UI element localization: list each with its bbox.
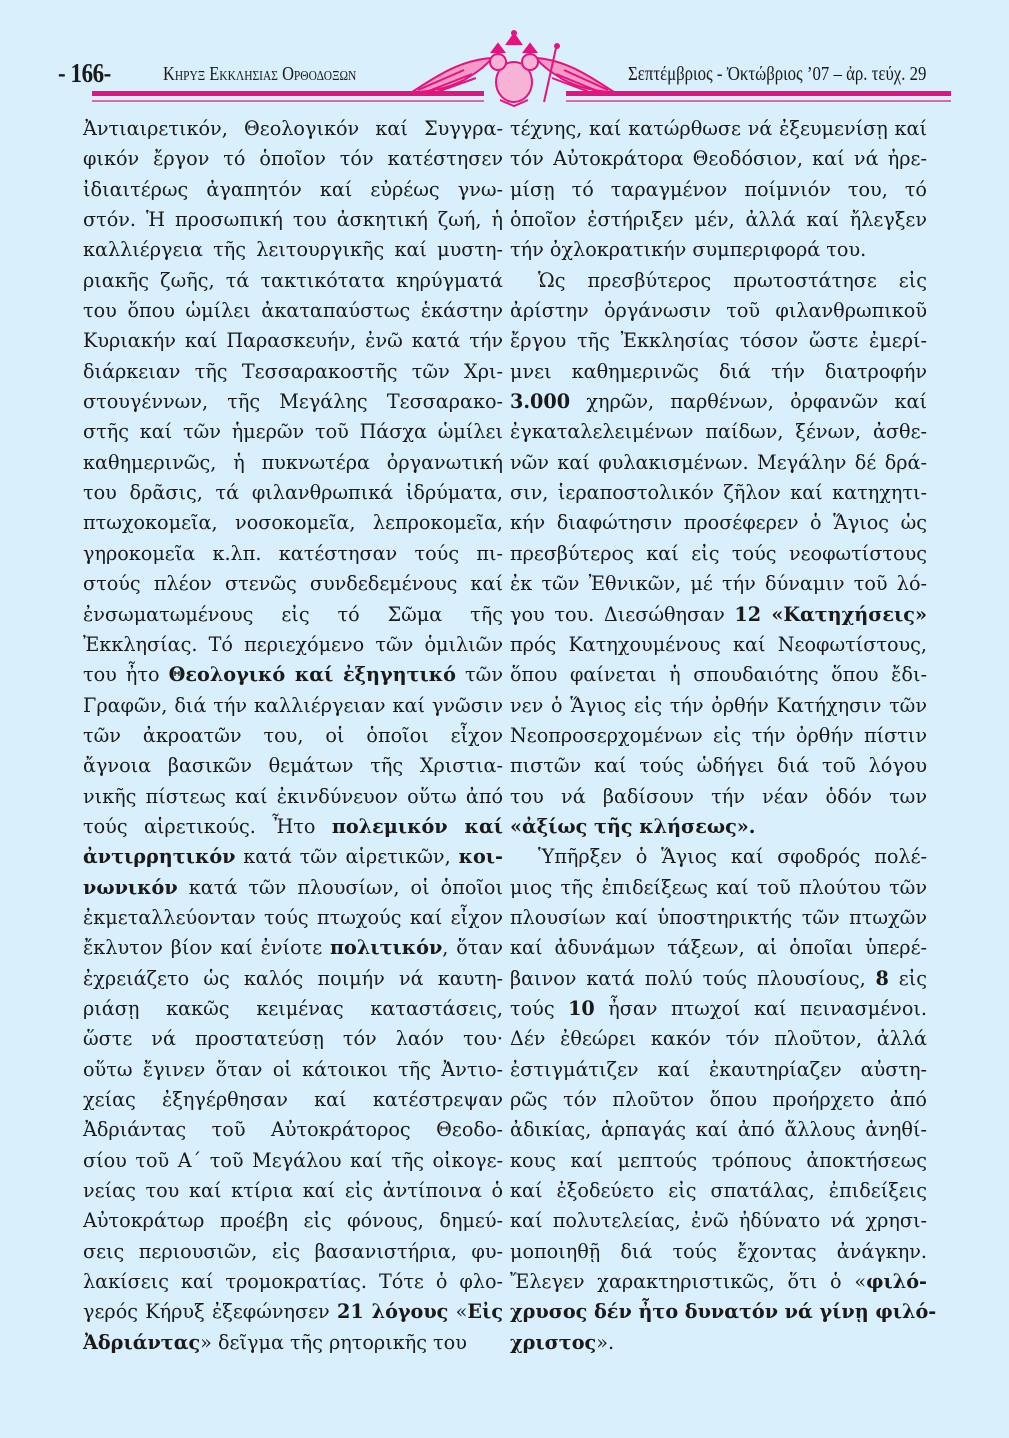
text-line: ὁποῖον ἐστήριξεν μέν, ἀλλά καί ἤλεγξεν (510, 208, 927, 232)
emphasis-text: 12 «Κατηχήσεις» (734, 602, 927, 626)
header-rule-right-thin (566, 100, 951, 102)
text-line: ἐγκαταλελειμένων παίδων, ξένων, ἀσθε- (510, 420, 927, 444)
text-line (510, 1297, 937, 1327)
text-line: πιστῶν καί τούς ὡδήγει διά τοῦ λόγου (510, 754, 927, 778)
text-line: ὥστε νά προστατεύσῃ τόν λαόν του· (83, 1027, 503, 1051)
text-line: ἀδικίας, ἁρπαγάς καί ἀπό ἄλλους ἀνηθί- (510, 1118, 927, 1142)
text-line: καθημερινῶς, ἡ πυκνωτέρα ὀργανωτική (83, 450, 503, 474)
text-line: ἐχρειάζετο ὡς καλός ποιμήν νά καυτη- (83, 966, 503, 990)
emphasis-text: νωνικόν (83, 875, 178, 899)
text-line: καλλιέργεια τῆς λειτουργικῆς καί μυστη- (83, 238, 503, 262)
text-line: πλουσίων καί ὑποστηρικτής τῶν πτωχῶν (510, 905, 927, 929)
text-line: Γραφῶν, διά τήν καλλιέργειαν καί γνῶσιν (83, 693, 503, 717)
text-line: στούς πλέον στενῶς συνδεδεμένους καί (83, 572, 503, 596)
emphasis-text: 3.000 (510, 390, 571, 414)
text-line: Ὑπῆρξεν ὁ Ἅγιος καί σφοδρός πολέ- (538, 845, 927, 869)
page-number: - 166- (58, 58, 111, 88)
text-line: Ὡς πρεσβύτερος πρωτοστάτησε εἰς (538, 268, 927, 292)
emphasis-text: ἀντιρρητικόν (83, 845, 236, 869)
text-line: Αὐτοκράτωρ προέβη εἰς φόνους, δημεύ- (83, 1209, 503, 1233)
text-line: πρός Κατηχουμένους καί Νεοφωτίστους, (510, 632, 927, 656)
text-line (510, 812, 927, 842)
text-line: τούς 10 ἦσαν πτωχοί καί πεινασμένοι. (510, 996, 927, 1020)
journal-title: Κηρυξ Εκκλησιας Ορθοδοξων (163, 63, 357, 85)
text-line: σίου τοῦ Α΄ τοῦ Μεγάλου καί τῆς οἰκογε- (83, 1148, 503, 1172)
emphasis-text: χριστος (510, 1330, 597, 1354)
text-line: τήν ὀχλοκρατικήν συμπεριφορά του. (510, 238, 867, 262)
text-line: 3.000 χηρῶν, παρθένων, ὀρφανῶν καί (510, 390, 927, 414)
text-line: ἀρίστην ὀργάνωσιν τοῦ φιλανθρωπικοῦ (510, 299, 927, 323)
text-line: γηροκομεῖα κ.λπ. κατέστησαν τούς πι- (83, 541, 503, 565)
text-line: ἄγνοια βασικῶν θεμάτων τῆς Χριστια- (83, 754, 503, 778)
text-line: χείας ἐξηγέρθησαν καί κατέστρεψαν (83, 1088, 503, 1111)
text-line: πρεσβύτερος καί εἰς τούς νεοφωτίστους (510, 541, 927, 565)
text-line: ἰδιαιτέρως ἀγαπητόν καί εὐρέως γνω- (83, 177, 503, 201)
text-line: βαινον κατά πολύ τούς πλουσίους, 8 εἰς (510, 966, 927, 990)
emphasis-text: πολιτικόν (330, 936, 443, 960)
text-line: κους καί μεπτούς τρόπους ἀποκτήσεως (510, 1148, 927, 1172)
text-line: στουγέννων, τῆς Μεγάλης Τεσσαρακο- (83, 390, 503, 414)
text-line: ἐστιγμάτιζεν καί ἐκαυτηρίαζεν αὐστη- (510, 1057, 927, 1081)
text-line: Δέν ἐθεώρει κακόν τόν πλοῦτον, ἀλλά (510, 1027, 927, 1051)
text-line: νικῆς πίστεως καί ἐκινδύνευον οὕτω ἀπό (83, 784, 503, 808)
text-line: τόν Αὐτοκράτορα Θεοδόσιον, καί νά ἠρε- (510, 147, 927, 171)
text-line: τούς αἱρετικούς. Ἦτο πολεμικόν καί (83, 814, 503, 838)
header-rule-right (566, 91, 951, 96)
text-line: μνει καθημερινῶς διά τήν διατροφήν (510, 359, 927, 383)
text-line: σιν, ἱεραποστολικόν ζῆλον καί κατηχητι- (510, 481, 927, 505)
text-line: του ἦτο Θεολογικό καί ἐξηγητικό τῶν (83, 663, 503, 687)
emphasis-text: πολεμικόν καί (331, 814, 503, 838)
emphasis-text: «ἀξίως τῆς κλήσεως». (510, 814, 756, 838)
text-line: Ἀντιαιρετικόν, Θεολογικόν καί Συγγρα- (83, 117, 503, 140)
double-headed-eagle-icon (404, 30, 624, 108)
text-line: Νεοπροσερχομένων εἰς τήν ὀρθήν πίστιν (510, 723, 927, 747)
text-line: νωνικόν κατά τῶν πλουσίων, οἱ ὁποῖοι (83, 875, 503, 899)
text-line: φικόν ἔργον τό ὁποῖον τόν κατέστησεν (83, 147, 503, 171)
emphasis-text: Εἰς (467, 1300, 503, 1324)
text-line: Ἀδριάντας» δεῖγμα τῆς ρητορικῆς του (83, 1330, 467, 1354)
text-line: ἔργου τῆς Ἐκκλησίας τόσον ὥστε ἐμερί- (510, 329, 927, 353)
right-column (510, 114, 937, 1358)
text-line: διάρκειαν τῆς Τεσσαρακοστῆς τῶν Χρι- (83, 359, 503, 383)
emphasis-text: χρυσος δέν ἦτο δυνατόν νά γίνῃ φιλό- (510, 1300, 937, 1324)
text-line: ρῶς τόν πλοῦτον ὅπου προήρχετο ἀπό (510, 1088, 927, 1111)
issue-info: Σεπτέμβριος - Ὀκτώβριος ’07 – ἀρ. τεύχ. 29 (628, 63, 927, 85)
text-line: ἐκ τῶν Ἐθνικῶν, μέ τήν δύναμιν τοῦ λό- (510, 572, 927, 596)
text-line: ἐνσωματωμένους εἰς τό Σῶμα τῆς (83, 602, 503, 626)
text-line: ἔκλυτον βίον καί ἐνίοτε πολιτικόν, ὅταν (83, 936, 503, 960)
text-line: καί ἀδυνάμων τάξεων, αἱ ὁποῖαι ὑπερέ- (510, 936, 927, 960)
text-line: μιος τῆς ἐπιδείξεως καί τοῦ πλούτου τῶν (510, 875, 927, 899)
text-line: ριάσῃ κακῶς κειμένας καταστάσεις, (83, 996, 503, 1020)
text-line: λακίσεις καί τρομοκρατίας. Τότε ὁ φλο- (83, 1270, 503, 1294)
text-line: νείας του καί κτίρια καί εἰς ἀντίποινα ὁ (83, 1179, 503, 1203)
text-line: τῶν ἀκροατῶν του, οἱ ὁποῖοι εἶχον (83, 723, 503, 747)
text-line: τέχνης, καί κατώρθωσε νά ἐξευμενίσῃ καί (510, 117, 927, 140)
emphasis-text: Θεολογικό καί ἐξηγητικό (168, 663, 456, 687)
emphasis-text: 21 λόγους (337, 1300, 449, 1324)
text-line: χριστος». (510, 1330, 615, 1354)
text-line: καί πολυτελείας, ἐνῶ ἠδύνατο νά χρησι- (510, 1209, 927, 1233)
emphasis-text: φιλό- (866, 1270, 927, 1294)
text-line: του δρᾶσις, τά φιλανθρωπικά ἱδρύματα, (83, 481, 503, 505)
text-line: γερός Κήρυξ ἐξεφώνησεν 21 λόγους «Εἰς (83, 1300, 503, 1324)
text-line: ριακῆς ζωῆς, τά τακτικότατα κηρύγματά (83, 268, 503, 292)
text-line: σεις περιουσιῶν, εἰς βασανιστήρια, φυ- (83, 1239, 503, 1263)
text-line: κήν διαφώτησιν προσέφερεν ὁ Ἅγιος ὡς (510, 511, 927, 535)
emphasis-text: Ἀδριάντας (83, 1330, 201, 1354)
text-line: ὅπου φαίνεται ἡ σπουδαιότης ὅπου ἔδι- (510, 663, 927, 687)
text-line: νεν ὁ Ἅγιος εἰς τήν ὀρθήν Κατήχησιν τῶν (510, 693, 927, 717)
text-line: του νά βαδίσουν τήν νέαν ὁδόν των (510, 784, 927, 808)
text-line: Ἔλεγεν χαρακτηριστικῶς, ὅτι ὁ «φιλό- (510, 1270, 927, 1294)
emphasis-text: κοι- (458, 845, 503, 869)
text-line: καί ἐξοδεύετο εἰς σπατάλας, ἐπιδείξεις (510, 1179, 927, 1203)
text-line: μοποιηθῇ διά τούς ἔχοντας ἀνάγκην. (510, 1239, 927, 1263)
text-line: νῶν καί φυλακισμένων. Μεγάλην δέ δρά- (510, 450, 927, 474)
header-rule-left (92, 91, 484, 96)
left-column (83, 114, 503, 1358)
text-line: ἐκμεταλλεύονταν τούς πτωχούς καί εἶχον (83, 905, 503, 929)
text-line: Ἐκκλησίας. Τό περιεχόμενο τῶν ὁμιλιῶν (83, 632, 503, 656)
text-line: μίσῃ τό ταραγμένον ποίμνιόν του, τό (510, 177, 927, 201)
text-line: του ὅπου ὡμίλει ἀκαταπαύστως ἑκάστην (83, 299, 503, 323)
text-line: Κυριακήν καί Παρασκευήν, ἐνῶ κατά τήν (83, 329, 503, 353)
page-header (0, 0, 1009, 110)
text-line: Ἀδριάντας τοῦ Αὐτοκράτορος Θεοδο- (83, 1118, 503, 1142)
text-line: ἀντιρρητικόν κατά τῶν αἱρετικῶν, κοι- (83, 845, 503, 869)
text-line: στόν. Ἡ προσωπική του ἀσκητική ζωή, ἡ (83, 208, 503, 232)
text-line: στῆς καί τῶν ἡμερῶν τοῦ Πάσχα ὡμίλει (83, 420, 503, 444)
text-line: γου του. Διεσώθησαν 12 «Κατηχήσεις» (510, 602, 927, 626)
emphasis-text: 8 (875, 966, 889, 990)
text-line: οὕτω ἔγινεν ὅταν οἱ κάτοικοι τῆς Ἀντιο- (83, 1057, 503, 1081)
emphasis-text: 10 (568, 996, 595, 1020)
text-line: πτωχοκομεῖα, νοσοκομεῖα, λεπροκομεῖα, (83, 511, 503, 535)
header-rule-left-thin (92, 100, 484, 102)
